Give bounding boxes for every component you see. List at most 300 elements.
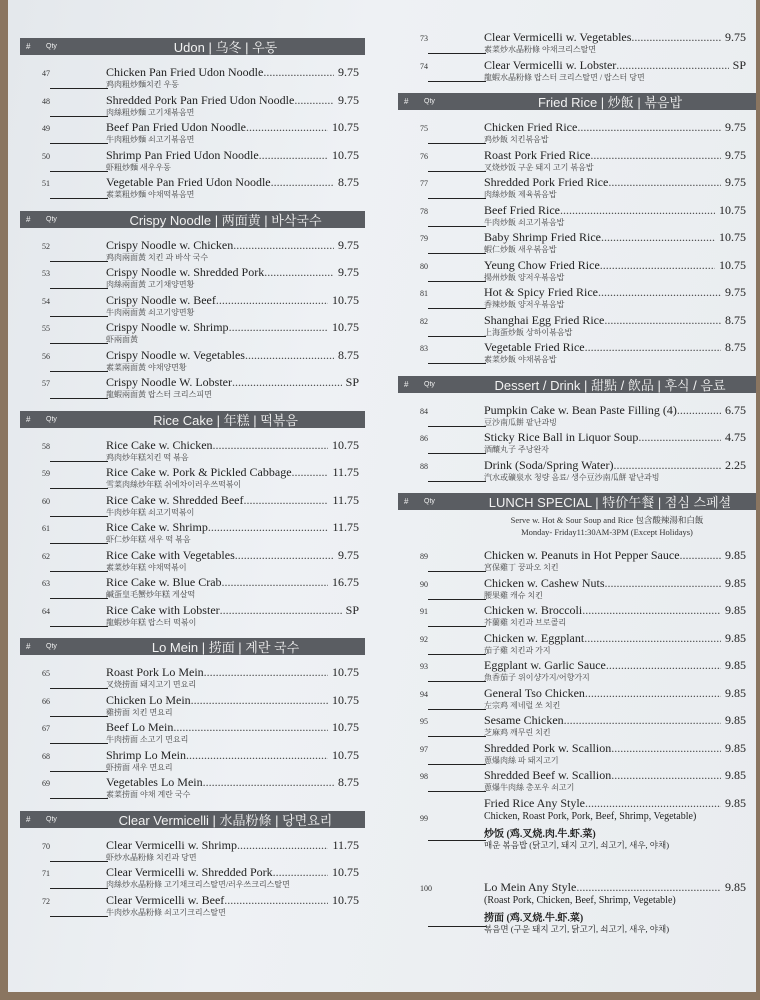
qty-blank-field[interactable] <box>428 709 486 710</box>
qty-blank-field[interactable] <box>428 481 486 482</box>
item-name: Clear Vermicelli w. Vegetables <box>484 30 632 44</box>
menu-item <box>20 838 365 866</box>
item-name-row <box>106 465 359 480</box>
leader-dots <box>590 148 721 163</box>
item-name-row <box>484 175 746 190</box>
item-number: 74 <box>420 61 428 71</box>
item-name: Chicken w. Eggplant <box>484 630 585 645</box>
qty-blank-field[interactable] <box>50 571 108 572</box>
menu-item <box>20 65 365 93</box>
header-number-label: # <box>26 414 31 424</box>
menu-section <box>398 30 756 85</box>
item-name: Vegetable Fried Rice <box>484 340 585 354</box>
header-number-label: # <box>26 214 31 224</box>
item-name: Rice Cake with Vegetables <box>106 547 235 562</box>
menu-item <box>20 465 365 493</box>
leader-dots <box>608 175 721 190</box>
qty-blank-field[interactable] <box>50 171 108 172</box>
qty-blank-field[interactable] <box>428 81 486 82</box>
item-number: 77 <box>420 179 428 188</box>
item-name: Crispy Noodle w. Beef <box>106 292 216 307</box>
item-number: 92 <box>420 634 428 644</box>
qty-blank-field[interactable] <box>428 453 486 454</box>
item-name: Sesame Chicken <box>484 713 564 727</box>
header-qty-label: Qty <box>46 815 57 823</box>
item-name: Crispy Noodle w. Chicken <box>106 237 234 252</box>
item-name-row <box>484 603 746 618</box>
item-number: 68 <box>42 751 50 761</box>
qty-blank-field[interactable] <box>50 688 108 689</box>
item-name-row <box>106 320 359 335</box>
item-subtitle: 素菜捞面 야채 계란 국수 <box>106 790 191 799</box>
item-price: 8.75 <box>338 175 359 189</box>
item-name-row <box>106 520 359 535</box>
item-name-row <box>484 313 746 328</box>
menu-item <box>398 768 756 796</box>
item-number: 52 <box>42 241 50 251</box>
item-name: Shrimp Pan Fried Udon Noodle <box>106 147 259 162</box>
item-price: 8.75 <box>338 347 359 362</box>
item-name-row <box>484 631 746 646</box>
item-name-row <box>484 340 746 355</box>
menu-item <box>398 430 756 458</box>
item-subtitle: 虾兩面黃 <box>106 335 138 344</box>
item-number: 91 <box>420 607 428 616</box>
leader-dots <box>606 658 721 673</box>
section-header <box>398 493 756 510</box>
item-name: Hot & Spicy Fried Rice <box>484 285 598 299</box>
qty-blank-field[interactable] <box>50 143 108 144</box>
item-subtitle: 龍蝦炒年糕 랍스터 떡볶이 <box>106 617 197 627</box>
qty-blank-field[interactable] <box>50 516 108 517</box>
section-title: Udon | 乌冬 | 우동 <box>173 40 278 55</box>
item-detail: (Roast Pork, Chicken, Beef, Shrimp, Vegetable) <box>484 894 676 906</box>
qty-blank-field[interactable] <box>50 198 108 199</box>
item-name: Pumpkin Cake w. Bean Paste Filling (4) <box>484 402 677 417</box>
section-title: LUNCH SPECIAL | 特价午餐 | 점심 스페셜 <box>488 495 732 510</box>
leader-dots <box>224 893 328 908</box>
menu-item <box>398 631 756 659</box>
item-name-row <box>106 865 359 880</box>
leader-dots <box>605 576 721 591</box>
item-price: 10.75 <box>332 692 359 707</box>
qty-blank-field[interactable] <box>428 736 486 737</box>
leader-dots <box>585 796 721 811</box>
header-qty-label: Qty <box>424 98 435 105</box>
leader-dots <box>292 465 329 480</box>
leader-dots <box>173 720 328 735</box>
section-header <box>398 376 756 393</box>
menu-item <box>398 548 756 576</box>
menu-item <box>398 576 756 604</box>
header-qty-label: Qty <box>46 643 57 650</box>
item-name: Drink (Soda/Spring Water) <box>484 457 614 472</box>
item-name-row <box>106 65 359 80</box>
item-name-row <box>484 768 746 783</box>
item-name: Clear Vermicelli w. Lobster <box>484 57 617 72</box>
item-number: 95 <box>420 717 428 726</box>
item-price: 10.75 <box>332 747 359 762</box>
item-subtitle: 肉絲炒水晶粉條 고기채크리스탈면/러우쓰크리스탈면 <box>106 880 290 889</box>
qty-blank-field[interactable] <box>428 336 486 337</box>
menu-item <box>20 348 365 376</box>
qty-blank-field[interactable] <box>428 426 486 427</box>
leader-dots <box>576 880 721 895</box>
item-name: Crispy Noodle w. Vegetables <box>106 347 245 362</box>
item-name: Crispy Noodle w. Shredded Pork <box>106 265 265 279</box>
item-name-row <box>106 148 359 163</box>
item-number: 70 <box>42 841 50 851</box>
item-subtitle: 牛肉炒飯 쇠고기볶음밥 <box>484 217 565 227</box>
menu-item <box>20 665 365 693</box>
qty-blank-field[interactable] <box>50 543 108 544</box>
qty-blank-field[interactable] <box>428 171 486 172</box>
item-number: 83 <box>420 344 428 353</box>
item-name: Chicken Pan Fried Udon Noodle <box>106 65 264 79</box>
item-name-row <box>484 258 746 273</box>
item-number: 50 <box>42 151 50 161</box>
menu-item <box>20 293 365 321</box>
menu-item <box>20 438 365 466</box>
item-name: General Tso Chicken <box>484 685 585 700</box>
item-price: 10.75 <box>332 120 359 134</box>
item-subtitle: 牛肉粗炒麵 쇠고기볶음면 <box>106 135 195 144</box>
qty-blank-field[interactable] <box>50 888 108 889</box>
qty-blank-field[interactable] <box>50 116 108 117</box>
menu-item <box>20 175 365 203</box>
item-name-row <box>106 93 359 108</box>
leader-dots <box>631 30 721 45</box>
item-number: 75 <box>420 124 428 133</box>
menu-item <box>398 58 756 86</box>
leader-dots <box>600 258 715 273</box>
qty-blank-field[interactable] <box>50 716 108 717</box>
menu-item <box>20 238 365 266</box>
leader-dots <box>604 313 721 328</box>
item-subtitle: 牛肉炒年糕 쇠고기떡볶이 <box>106 507 195 517</box>
item-number: 57 <box>42 379 50 388</box>
item-number: 82 <box>420 316 428 326</box>
item-subtitle: 宮保雞丁 꿍파오 치킨 <box>484 563 559 572</box>
item-name: Chicken w. Cashew Nuts <box>484 575 605 590</box>
leader-dots <box>222 575 328 590</box>
menu-item <box>20 375 365 403</box>
item-name-row <box>106 493 359 508</box>
qty-blank-field[interactable] <box>50 861 108 862</box>
qty-blank-field[interactable] <box>50 371 108 372</box>
menu-item <box>20 520 365 548</box>
item-number: 80 <box>420 261 428 271</box>
leader-dots <box>233 238 334 253</box>
menu-item <box>398 686 756 714</box>
item-name-row <box>106 120 359 135</box>
qty-blank-field[interactable] <box>50 771 108 772</box>
item-price: 8.75 <box>725 312 746 327</box>
item-name-row <box>106 265 359 280</box>
item-number: 66 <box>42 696 50 706</box>
item-number: 61 <box>42 524 50 533</box>
menu-section <box>20 638 365 803</box>
item-name: Rice Cake w. Blue Crab <box>106 575 222 589</box>
item-subtitle: 酒釀丸子 주낭완자 <box>484 445 549 454</box>
qty-blank-field[interactable] <box>50 398 108 399</box>
item-name-row <box>106 838 359 853</box>
item-number: 97 <box>420 744 428 754</box>
menu-item <box>20 548 365 576</box>
menu-item <box>398 148 756 176</box>
qty-blank-field[interactable] <box>428 226 486 227</box>
section-title: Crispy Noodle | 两面黄 | 바삭국수 <box>129 212 322 228</box>
item-subtitle: 素菜炒飯 야채볶음밥 <box>484 355 557 364</box>
item-name-row <box>106 665 359 680</box>
item-number: 49 <box>42 124 50 133</box>
item-price: 9.85 <box>725 713 746 727</box>
qty-blank-field[interactable] <box>50 916 108 917</box>
item-subtitle: 叉烧捞面 돼지고기 면요리 <box>106 680 197 689</box>
qty-blank-field[interactable] <box>50 488 108 489</box>
menu-item <box>20 93 365 121</box>
qty-blank-field[interactable] <box>428 626 486 627</box>
leader-dots <box>611 741 721 756</box>
item-number: 76 <box>420 151 428 161</box>
menu-item <box>20 120 365 148</box>
qty-blank-field[interactable] <box>428 143 486 144</box>
item-subtitle: 肉絲兩面黃 고기채양면황 <box>106 280 195 289</box>
qty-blank-field[interactable] <box>428 281 486 282</box>
item-price: 10.75 <box>719 202 746 217</box>
item-name: Chicken w. Peanuts in Hot Pepper Sauce <box>484 548 680 562</box>
item-name: Beef Pan Fried Udon Noodle <box>106 120 246 134</box>
item-number: 62 <box>42 551 50 561</box>
qty-blank-field[interactable] <box>428 253 486 254</box>
qty-blank-field[interactable] <box>428 308 486 309</box>
item-name-row <box>106 575 359 590</box>
qty-blank-field[interactable] <box>50 743 108 744</box>
item-name: Clear Vermicelli w. Beef <box>106 892 225 907</box>
item-number: 65 <box>42 669 50 678</box>
menu-item <box>398 340 756 368</box>
item-subtitle: 素菜炒水晶粉條 야채크리스탈면 <box>484 45 597 54</box>
item-price: SP <box>345 602 359 617</box>
item-number: 100 <box>420 883 432 893</box>
item-detail: Chicken, Roast Pork, Pork, Beef, Shrimp, Vegetable) <box>484 810 697 822</box>
item-number: 90 <box>420 579 428 589</box>
qty-blank-field[interactable] <box>428 599 486 600</box>
item-subtitle: 叉烧炒饭 구운 돼지 고기 볶음밥 <box>484 162 594 172</box>
menu-section <box>20 38 365 203</box>
item-subtitle: 雞捞面 치킨 면요리 <box>106 707 173 717</box>
item-subtitle: 素菜粗炒麵 야채떡볶음면 <box>106 190 195 199</box>
item-subtitle: 魚香茄子 위이샹가지/어향가지 <box>484 673 590 682</box>
item-price: 11.75 <box>332 492 359 507</box>
menu-section <box>20 811 365 921</box>
item-price: 11.75 <box>332 465 359 479</box>
qty-blank-field[interactable] <box>428 363 486 364</box>
item-price: 10.75 <box>719 257 746 272</box>
qty-blank-field[interactable] <box>428 681 486 682</box>
section-title: Dessert / Drink | 甜點 / 飲品 | 후식 / 음료 <box>494 377 726 393</box>
item-price: 9.85 <box>725 603 746 617</box>
item-subtitle: 鸡炒飯 치킨볶음밥 <box>484 135 549 144</box>
item-name-row <box>106 548 359 563</box>
menu-item <box>398 658 756 686</box>
item-name-row <box>484 30 746 45</box>
note-line: Monday- Friday11:30AM-3PM (Except Holidays) <box>521 527 693 537</box>
qty-blank-field[interactable] <box>50 598 108 599</box>
item-subtitle: 肉絲炒飯 제육볶음밥 <box>484 190 557 199</box>
qty-blank-field[interactable] <box>428 198 486 199</box>
item-name-row <box>484 880 746 895</box>
leader-dots <box>232 375 342 390</box>
menu-item <box>398 230 756 258</box>
qty-blank-field[interactable] <box>428 53 486 54</box>
item-price: 8.75 <box>338 775 359 789</box>
item-name: Crispy Noodle w. Shrimp <box>106 320 229 334</box>
item-price: 8.75 <box>725 340 746 354</box>
item-number: 98 <box>420 772 428 781</box>
item-name-row <box>106 238 359 253</box>
section-title: Rice Cake | 年糕 | 떡볶음 <box>153 412 298 428</box>
item-number: 73 <box>420 34 428 43</box>
leader-dots <box>560 203 715 218</box>
item-name-row <box>484 203 746 218</box>
section-header <box>398 93 756 110</box>
leader-dots <box>216 293 328 308</box>
item-number: 51 <box>42 179 50 188</box>
item-subtitle: 雪菜肉絲炒年糕 쉬에차이러우쓰떡볶이 <box>106 480 242 489</box>
item-detail: 매운 볶음밥 (닭고기, 돼지 고기, 쇠고기, 새우, 야채) <box>484 839 670 850</box>
qty-blank-field[interactable] <box>50 626 108 627</box>
menu-column-right <box>398 30 756 964</box>
leader-dots <box>245 348 334 363</box>
item-name-row <box>484 430 746 445</box>
header-number-label: # <box>26 42 31 51</box>
leader-dots <box>294 93 334 108</box>
item-subtitle: 芝麻鸡 깨무린 치킨 <box>484 728 551 737</box>
item-price: 16.75 <box>332 575 359 589</box>
leader-dots <box>204 665 328 680</box>
item-subtitle: 肉絲粗炒麵 고기채볶음면 <box>106 107 195 117</box>
leader-dots <box>271 175 334 190</box>
qty-blank-field[interactable] <box>428 764 486 765</box>
item-price: 10.75 <box>332 665 359 679</box>
header-qty-label: Qty <box>424 380 435 388</box>
qty-blank-field[interactable] <box>428 571 486 572</box>
leader-dots <box>585 340 721 355</box>
leader-dots <box>584 631 721 646</box>
item-name-row <box>484 686 746 701</box>
qty-blank-field[interactable] <box>50 343 108 344</box>
item-name: Sticky Rice Ball in Liquor Soup <box>484 430 639 444</box>
item-name-row <box>106 893 359 908</box>
leader-dots <box>186 748 328 763</box>
item-name-row <box>484 796 746 811</box>
item-subtitle: 牛肉炒水晶粉條 쇠고기크리스탈면 <box>106 907 226 917</box>
item-price: 9.75 <box>725 30 746 44</box>
item-name-row <box>106 603 359 618</box>
item-number: 58 <box>42 441 50 451</box>
item-price: 10.75 <box>719 230 746 244</box>
header-number-label: # <box>404 497 409 506</box>
item-name-row <box>106 375 359 390</box>
item-name: Beef Fried Rice <box>484 202 560 217</box>
item-price: 9.75 <box>338 92 359 107</box>
item-name-row <box>484 120 746 135</box>
menu-section <box>398 93 756 368</box>
item-subtitle: 汽水或礦泉水 청량 음료/ 생수豆沙南瓜餅 팥난과빙 <box>484 472 660 482</box>
item-subtitle: 虾捞面 새우 면요리 <box>106 762 173 772</box>
qty-blank-field[interactable] <box>428 840 486 841</box>
item-name-row <box>106 720 359 735</box>
leader-dots <box>273 865 328 880</box>
item-price: 10.75 <box>332 320 359 334</box>
item-subtitle: 芥蘭雞 치킨과 브로콜리 <box>484 618 567 627</box>
item-subtitle: 蔥爆肉絲 파 돼지고기 <box>484 755 559 765</box>
qty-blank-field[interactable] <box>50 798 108 799</box>
header-qty-label: Qty <box>46 43 57 50</box>
item-subtitle: 揚州炒飯 양저우볶음밥 <box>484 272 565 282</box>
menu-item <box>398 175 756 203</box>
menu-section <box>20 211 365 403</box>
item-price: 9.75 <box>725 175 746 189</box>
item-name-row <box>484 548 746 563</box>
leader-dots <box>616 58 728 73</box>
item-name: Vegetable Pan Fried Udon Noodle <box>106 175 271 189</box>
qty-blank-field[interactable] <box>50 261 108 262</box>
leader-dots <box>263 65 334 80</box>
item-name-row <box>106 748 359 763</box>
item-number: 72 <box>42 896 50 906</box>
item-number: 88 <box>420 461 428 471</box>
leader-dots <box>259 148 328 163</box>
menu-item <box>398 713 756 741</box>
menu-item <box>398 403 756 431</box>
item-name: Rice Cake w. Chicken <box>106 437 213 452</box>
leader-dots <box>264 265 334 280</box>
header-qty-label: Qty <box>424 498 435 505</box>
item-number: 64 <box>42 606 50 616</box>
item-name-row <box>484 576 746 591</box>
item-number: 89 <box>420 552 428 561</box>
item-number: 71 <box>42 869 50 878</box>
leader-dots <box>638 430 721 445</box>
item-name: Beef Lo Mein <box>106 720 174 734</box>
qty-blank-field[interactable] <box>50 88 108 89</box>
item-price: 10.75 <box>332 892 359 907</box>
item-subtitle: 鸡肉粗炒麵치킨 우동 <box>106 80 179 89</box>
leader-dots <box>237 838 328 853</box>
item-number: 67 <box>42 724 50 733</box>
section-header <box>20 38 365 55</box>
qty-blank-field[interactable] <box>50 461 108 462</box>
qty-blank-field[interactable] <box>50 288 108 289</box>
item-price: 10.75 <box>332 147 359 162</box>
qty-blank-field[interactable] <box>428 791 486 792</box>
item-detail: 볶음면 (구운 돼지 고기, 닭고기, 쇠고기, 새우, 야채) <box>484 923 670 934</box>
item-subtitle: 牛肉捞面 소고기 면요리 <box>106 735 189 744</box>
item-name: Shanghai Egg Fried Rice <box>484 312 605 327</box>
item-subtitle: 龍蝦水晶粉條 랍스터 크리스탈면 / 랍스터 당면 <box>484 72 645 82</box>
item-number: 60 <box>42 496 50 506</box>
qty-blank-field[interactable] <box>428 654 486 655</box>
item-number: 86 <box>420 434 428 443</box>
qty-blank-field[interactable] <box>428 926 486 927</box>
item-number: 53 <box>42 269 50 278</box>
item-name: Clear Vermicelli w. Shredded Pork <box>106 865 273 879</box>
menu-item <box>20 148 365 176</box>
qty-blank-field[interactable] <box>50 316 108 317</box>
menu-item <box>398 120 756 148</box>
